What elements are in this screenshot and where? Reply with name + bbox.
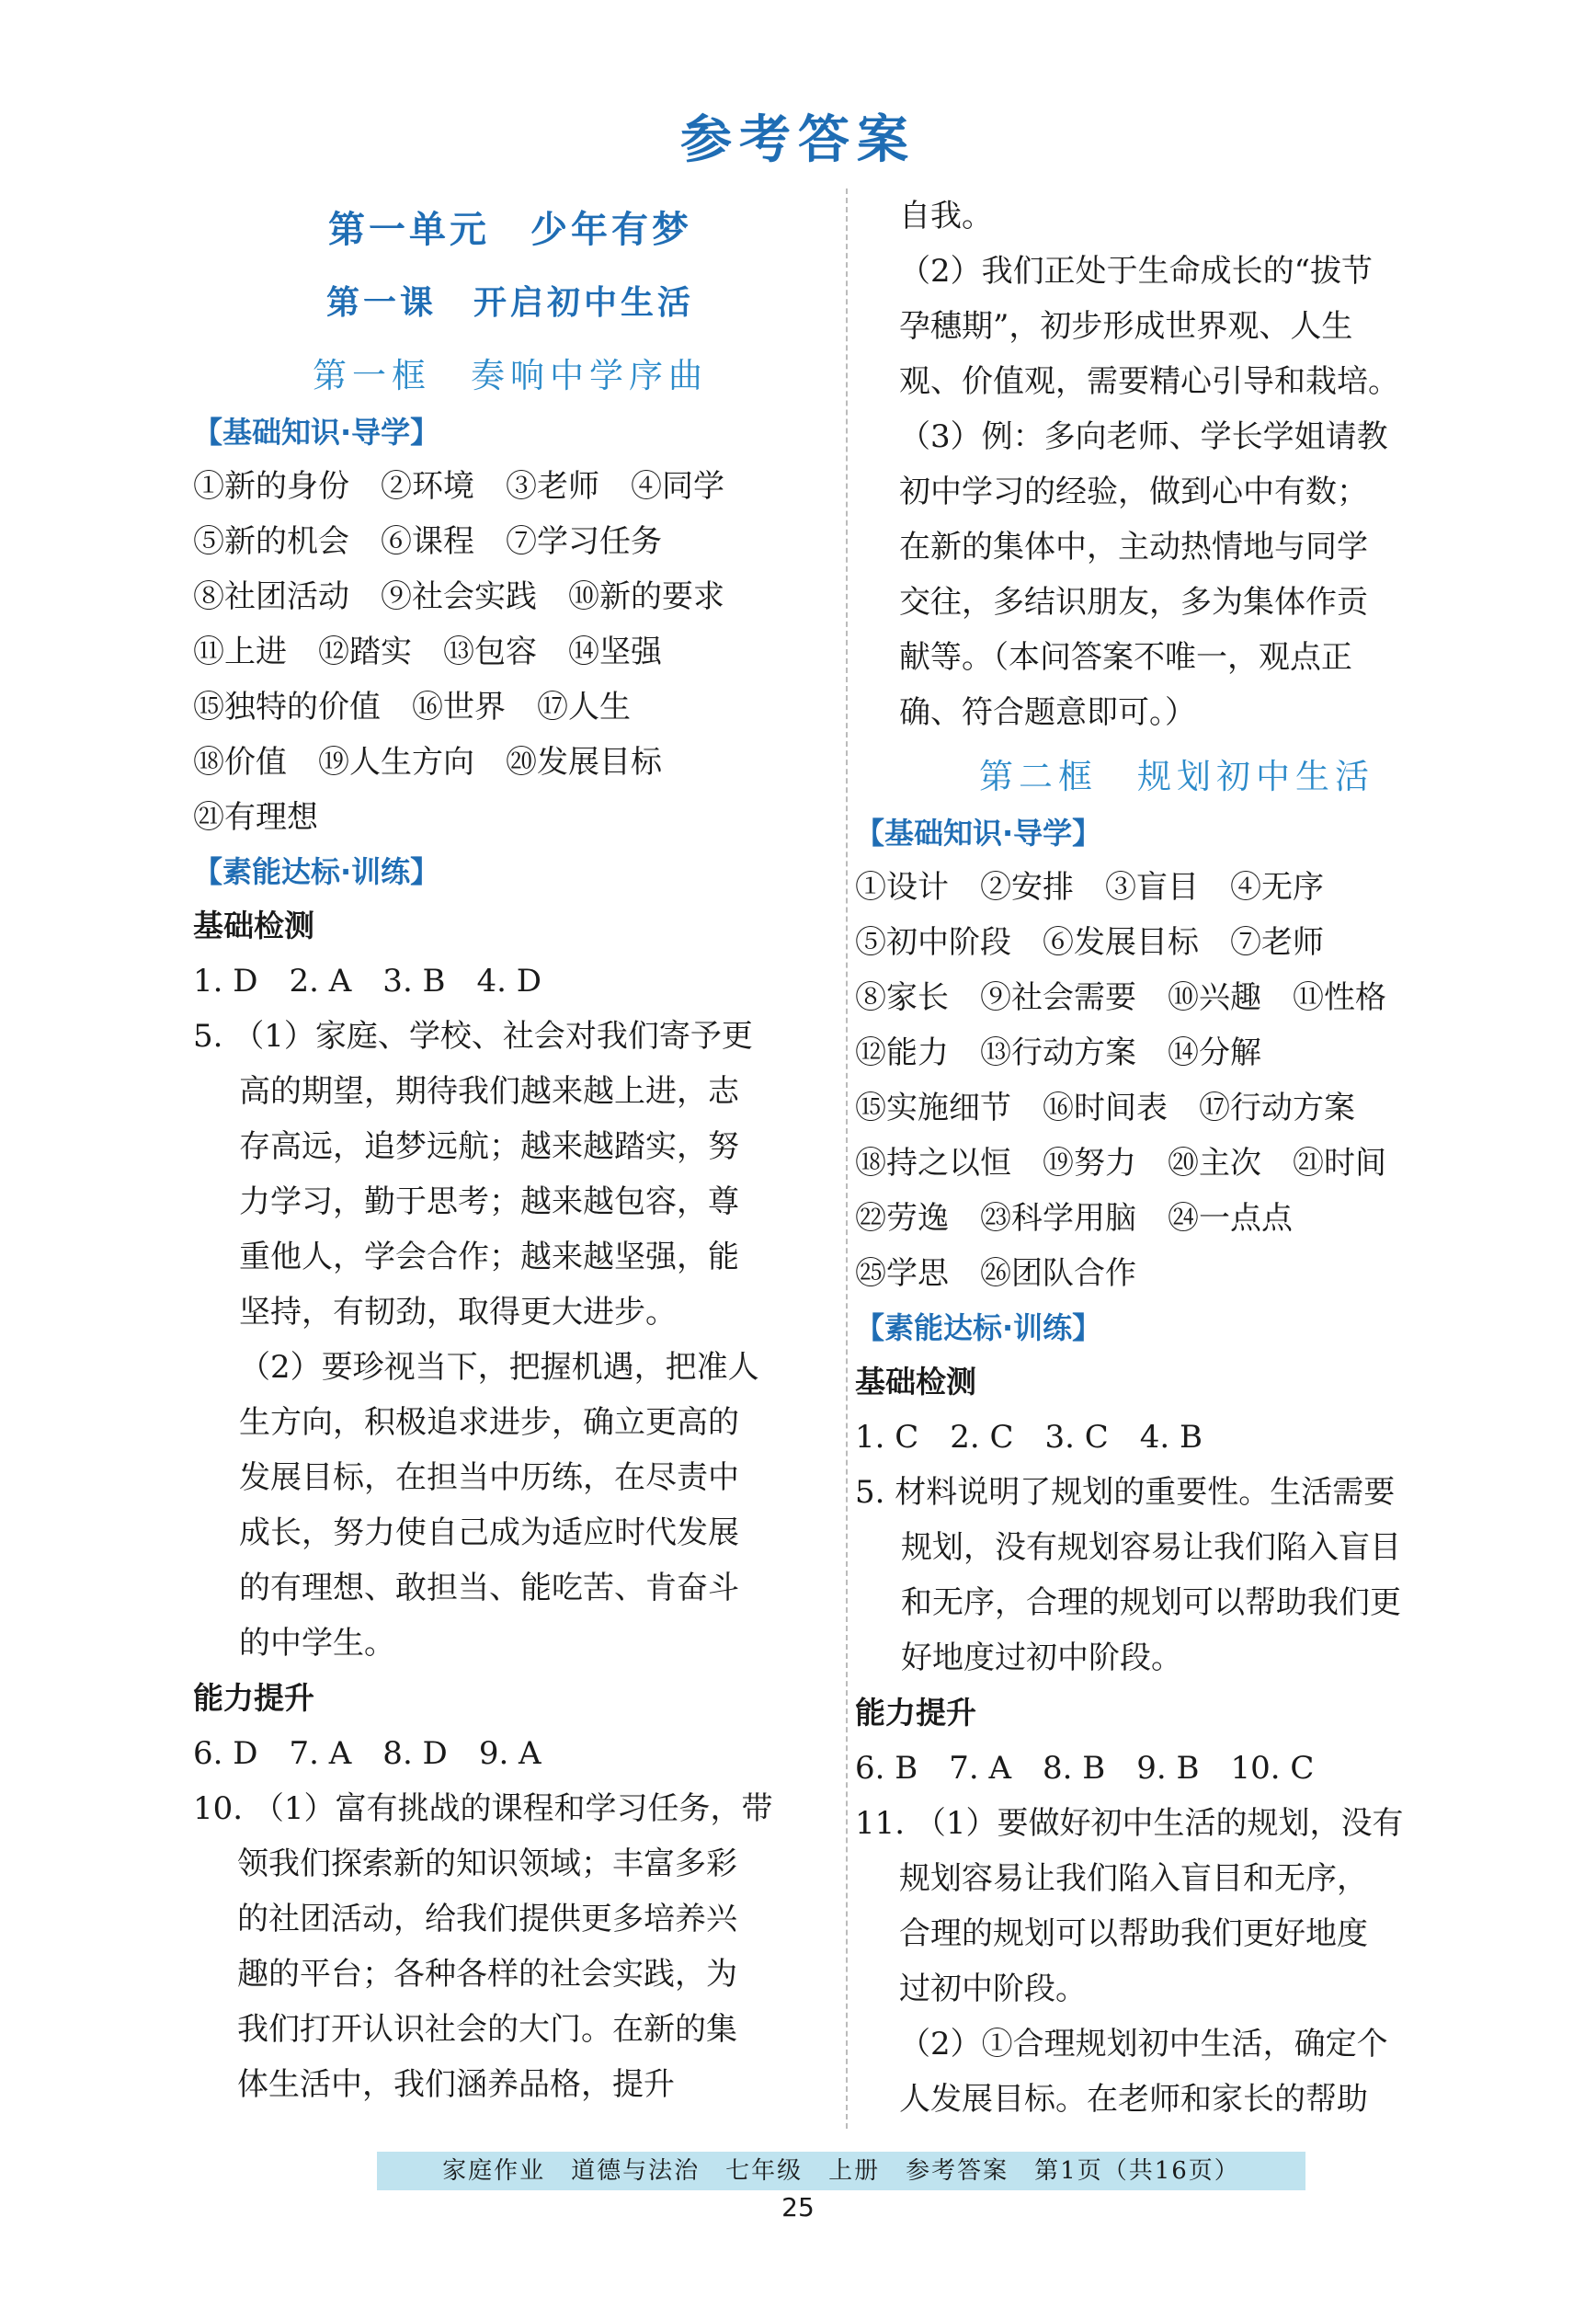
answer-line: ㉑有理想	[193, 799, 318, 836]
answer-line: 过初中阶段。	[899, 1971, 1087, 2007]
question-5-answer	[193, 1064, 827, 1671]
answer-line: 规划容易让我们陷入盲目和无序，	[899, 1860, 1368, 1897]
answer-line: 存高远，追梦远航；越来越踏实，努	[239, 1128, 739, 1165]
answer-line: 规划，没有规划容易让我们陷入盲目	[901, 1529, 1401, 1566]
section-header-training: 【素能达标·训练】	[193, 854, 440, 889]
answer-line: 观、价值观，需要精心引导和栽培。	[899, 363, 1399, 400]
right-column	[855, 189, 1499, 2127]
answer-line: 发展目标，在担当中历练，在尽责中	[239, 1459, 739, 1496]
answer-line: （2）要珍视当下，把握机遇，把准人	[239, 1349, 759, 1386]
answer-line: ①新的身份 ②环境 ③老师 ④同学	[193, 468, 724, 505]
answer-line: 力学习，勤于思考；越来越包容，尊	[239, 1183, 739, 1220]
answer-line: 和无序，合理的规划可以帮助我们更	[901, 1584, 1401, 1621]
answer-line: 交往，多结识朋友，多为集体作贡	[899, 584, 1368, 621]
answer-line: 高的期望，期待我们越来越上进，志	[239, 1073, 739, 1110]
answer-line: 生方向，积极追求进步，确立更高的	[239, 1404, 739, 1441]
lesson-heading: 第一课 开启初中生活	[325, 284, 694, 322]
ability-title: 能力提升	[855, 1695, 976, 1731]
left-column	[193, 189, 827, 2112]
answer-line: （2）①合理规划初中生活，确定个	[899, 2026, 1388, 2062]
answer-line: 成长，努力使自己成为适应时代发展	[239, 1514, 739, 1551]
answer-line: 孕穗期”，初步形成世界观、人生	[899, 308, 1353, 345]
answer-line: 在新的集体中，主动热情地与同学	[899, 529, 1368, 566]
answer-line: 自我。	[899, 198, 993, 234]
basic-check-title: 基础检测	[193, 908, 314, 943]
answer-line: ㉕学思 ㉖团队合作	[855, 1255, 1136, 1292]
footer-bar: 家庭作业 道德与法治 七年级 上册 参考答案 第1页（共16页）	[377, 2152, 1305, 2190]
answer-line: 的中学生。	[239, 1625, 395, 1662]
answer-line: ⑱持之以恒 ⑲努力 ⑳主次 ㉑时间	[855, 1145, 1386, 1182]
answer-line: ⑪上进 ⑫踏实 ⑬包容 ⑭坚强	[193, 634, 662, 670]
basic-knowledge-answers-2	[855, 860, 1499, 1301]
section-header-training: 【素能达标·训练】	[855, 1310, 1102, 1345]
answer-line: （2）我们正处于生命成长的“拔节	[899, 253, 1374, 290]
continued-answer	[855, 189, 1499, 740]
answer-line: ⑱价值 ⑲人生方向 ⑳发展目标	[193, 744, 662, 781]
answer-line: ⑫能力 ⑬行动方案 ⑭分解	[855, 1034, 1261, 1071]
answer-line: 10. （1）富有挑战的课程和学习任务，带	[193, 1790, 773, 1827]
answer-line: 1. C 2. C 3. C 4. B	[855, 1419, 1203, 1456]
answer-line: 人发展目标。在老师和家长的帮助	[899, 2081, 1368, 2118]
answer-line: ⑧家长 ⑨社会需要 ⑩兴趣 ⑪性格	[855, 979, 1386, 1016]
answer-line: 重他人，学会合作；越来越坚强，能	[239, 1239, 739, 1275]
answer-line: 确、符合题意即可。）	[899, 694, 1196, 731]
answer-line: 趣的平台；各种各样的社会实践，为	[237, 1956, 737, 1993]
answer-line: 的有理想、敢担当、能吃苦、肯奋斗	[239, 1570, 739, 1606]
answer-line: ⑤初中阶段 ⑥发展目标 ⑦老师	[855, 924, 1324, 961]
answer-line: ⑮实施细节 ⑯时间表 ⑰行动方案	[855, 1090, 1355, 1126]
answer-line: 体生活中，我们涵养品格，提升	[237, 2066, 675, 2103]
answer-line: 5. （1）家庭、学校、社会对我们寄予更	[193, 1018, 753, 1055]
unit-heading: 第一单元 少年有梦	[328, 209, 692, 251]
answer-line: ⑤新的机会 ⑥课程 ⑦学习任务	[193, 523, 662, 560]
answer-line: 坚持，有韧劲，取得更大进步。	[239, 1294, 677, 1331]
answer-line: 5. 材料说明了规划的重要性。生活需要	[855, 1474, 1396, 1511]
answer-line: 的社团活动，给我们提供更多培养兴	[237, 1901, 737, 1937]
column-divider	[846, 189, 848, 2129]
frame-heading-1: 第一框 奏响中学序曲	[313, 356, 708, 395]
page-number: 25	[781, 2192, 815, 2222]
question-11-answer	[855, 1851, 1499, 2127]
answer-line: 合理的规划可以帮助我们更好地度	[899, 1915, 1368, 1952]
question-10-answer	[193, 1836, 827, 2112]
question-5-answer	[855, 1520, 1499, 1685]
basic-check-title: 基础检测	[855, 1364, 976, 1400]
answer-line: ①设计 ②安排 ③盲目 ④无序	[855, 869, 1324, 906]
page-title: 参考答案	[680, 110, 916, 170]
answer-line: 领我们探索新的知识领域；丰富多彩	[237, 1845, 737, 1882]
answer-line: ⑧社团活动 ⑨社会实践 ⑩新的要求	[193, 578, 724, 615]
answer-line: 6. B 7. A 8. B 9. B 10. C	[855, 1750, 1315, 1787]
answer-line: 1. D 2. A 3. B 4. D	[193, 963, 542, 1000]
answer-line: 11. （1）要做好初中生活的规划，没有	[855, 1805, 1404, 1842]
answer-line: （3）例：多向老师、学长学姐请教	[899, 418, 1388, 455]
answer-line: 6. D 7. A 8. D 9. A	[193, 1735, 542, 1772]
answer-line: 初中学习的经验，做到心中有数；	[899, 474, 1368, 510]
answer-line: 好地度过初中阶段。	[901, 1640, 1182, 1676]
section-header-basic-knowledge: 【基础知识·导学】	[855, 816, 1102, 851]
ability-title: 能力提升	[193, 1680, 314, 1716]
frame-heading-2: 第二框 规划初中生活	[979, 757, 1374, 796]
answer-line: ㉒劳逸 ㉓科学用脑 ㉔一点点	[855, 1200, 1293, 1237]
answer-line: 我们打开认识社会的大门。在新的集	[237, 2011, 737, 2048]
answer-line: ⑮独特的价值 ⑯世界 ⑰人生	[193, 689, 631, 726]
basic-knowledge-answers-1	[193, 459, 827, 845]
section-header-basic-knowledge: 【基础知识·导学】	[193, 415, 440, 450]
answer-line: 献等。（本问答案不唯一，观点正	[899, 639, 1352, 676]
